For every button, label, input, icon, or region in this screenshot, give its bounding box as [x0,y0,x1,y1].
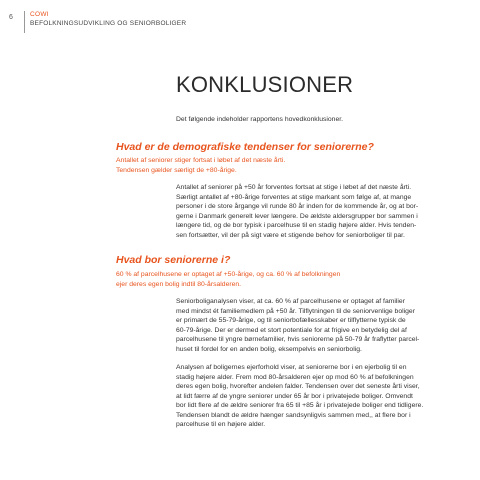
body-line: huset til fordel for en anden bolig, eksempelvis en seniorbolig. [176,345,362,353]
header-subtitle: BEFOLKNINGSUDVIKLING OG SENIORBOLIGER [30,20,187,27]
body-line: Antallet af seniorer på +50 år forventes fortsat at stige i løbet af det næste årti. [176,184,412,191]
body-line: med mindst ét familiemedlem på +50 år. Tilflytningen til de seniorvenlige boliger [176,307,415,315]
body-line: personer i de store årgange vil runde 80 år inden for de kommende år, og at bor- [176,203,419,210]
lead-line: Antallet af seniorer stiger fortsat i løbet af det næste årti. [116,157,286,164]
body-line: parcelhuse til en højere alder. [176,421,266,428]
body-line: Analysen af boligernes ejerforhold viser, at seniorerne bor i en ejerbolig til en [176,364,407,371]
body-line: Særligt antallet af +80-årige forventes at stige markant som følge af, at mange [176,193,412,201]
body-line: parcelhusene til yngre børnefamilier, hvis seniorerne på 50-79 år fraflytter parcel- [176,336,420,343]
body-line: stadig højere alder. Frem mod 80-årsalderen ejer op mod 60 % af befolkningen [176,373,414,381]
page-title: KONKLUSIONER [176,72,354,97]
body-paragraph [176,363,466,430]
body-line: Seniorboliganalysen viser, at ca. 60 % af parcelhusene er optaget af familier [176,298,405,305]
section-heading-housing: Hvad bor seniorerne i? [116,254,231,266]
body-paragraph [176,297,466,354]
page-number: 6 [9,14,13,21]
body-line: 60-79-årige. Der er dermed et stort potentiale for at frigive en betydelig del af [176,326,407,334]
body-line: er primært de 55-79-årige, og til seniorbofællesskaber er tilflytterne typisk de [176,317,406,324]
body-line: gerne i Danmark generelt lever længere. De ældste aldersgrupper bor sammen i [176,212,418,220]
header-company: COWI [30,11,49,18]
lead-line: ejer deres egen bolig indtil 80-årsalderen. [116,280,242,288]
body-line: Tendensen blandt de ældre hænger sandsynligvis sammen med,, at flere bor i [176,411,411,419]
header-divider [24,11,25,33]
intro-text: Det følgende indeholder rapportens hovedkonklusioner. [176,116,344,123]
body-paragraph [176,183,466,240]
lead-line: Tendensen gælder særligt de +80-årige. [116,166,237,174]
body-line: længere tid, og de bor typisk i parcelhuse til en stadig højere alder. Hvis tenden- [176,222,417,229]
section-lead-demographics [116,156,285,175]
body-line: deres egen bolig, hvorefter andelen falder. Tendensen over det seneste årti viser, [176,383,420,390]
section-heading-demographics: Hvad er de demografiske tendenser for seniorerne? [116,141,374,153]
body-line: sen fortsætter, vil der på sigt være et stigende behov for seniorboliger til par. [176,231,405,239]
body-line: at lidt færre af de yngre seniorer under 65 år bor i privatejede boliger. Omvendt [176,392,413,400]
body-line: bor lidt flere af de ældre seniorer fra 65 til +85 år i privatejede boliger end tidligere. [176,402,424,409]
lead-line: 60 % af parcelhusene er optaget af +50-årige, og ca. 60 % af befolkningen [116,271,341,278]
section-lead-housing [116,270,340,289]
